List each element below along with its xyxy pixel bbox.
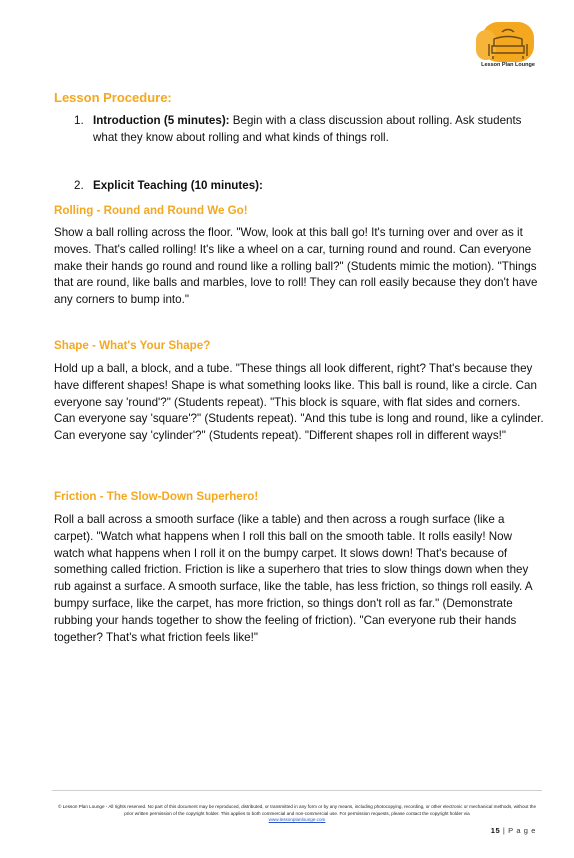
page-label: | P a g e: [500, 826, 536, 835]
subsection-heading-shape: Shape - What's Your Shape?: [54, 339, 211, 352]
list-number: 1.: [74, 114, 84, 127]
footer-divider: [52, 790, 542, 791]
list-number: 2.: [74, 179, 84, 192]
copyright-text: © Lesson Plan Lounge - All rights reserved. No part of this document may be reproduced, distributed, or transmitted in any form or by any means, including photocopying, recording, or other electronic or mechanical methods, without the prior written permission of the copyright holder. This applies to both commercial and non-commercial use. For permission requests, please contact the copyright holder via: [57, 804, 537, 816]
subsection-heading-rolling: Rolling - Round and Round We Go!: [54, 204, 248, 217]
page-number-value: 15: [490, 826, 501, 835]
logo-wordmark: Lesson Plan Lounge: [481, 62, 535, 68]
subsection-body-friction: Roll a ball across a smooth surface (like a table) and then across a rough surface (like a carpet). "Watch what happens when I roll this ball on the smooth table. It rolls easily! Now watch what happens when I roll it on the bumpy carpet. It slows down! That's because of something called friction. Friction is like a superhero that tries to slow things down when they rub against a surface. A smooth surface, like the table, has less friction, so things roll easily. A bumpy surface, like the carpet, has more friction, so things don't roll as far." (Demonstrate rubbing your hands together to show the feeling of friction). "Can everyone rub their hands together? That's what friction feels like!": [54, 513, 532, 644]
list-item-bold: Explicit Teaching (10 minutes):: [93, 179, 263, 192]
list-item-explicit-teaching: [74, 178, 534, 195]
footer-copyright: [54, 804, 540, 824]
subsection-heading-friction: Friction - The Slow-Down Superhero!: [54, 490, 259, 503]
list-item-text: Begin with a class discussion about rolling. Ask students what they know about rolling and what kinds of things roll.: [93, 114, 522, 144]
page-number: [491, 826, 536, 835]
subsection-body-rolling: Show a ball rolling across the floor. "Wow, look at this ball go! It's turning over and over as it moves. That's called rolling! It's like a wheel on a car, turning round and round. Can everyone make their hands go round and round like a rolling ball?" (Students mimic the motion). "Things that are round, like balls and marbles, love to roll! They can roll easily because they don't have any corners to bump into.": [54, 226, 538, 307]
website-link[interactable]: www.lessonplanlounge.com: [268, 817, 326, 823]
subsection-body-shape: Hold up a ball, a block, and a tube. "These things all look different, right? That's because they have different shapes! Shape is what something looks like. This ball is round, like a circle. Can everyone say 'round'?" (Students repeat). "This block is square, with flat sides and corners. Can everyone say 'square'?" (Students repeat). "And this tube is long and round, like a cylinder. Can everyone say 'cylinder'?" (Students repeat). "Different shapes roll in different ways!": [54, 362, 544, 443]
section-title: Lesson Procedure:: [54, 90, 172, 105]
list-item-bold: Introduction (5 minutes):: [93, 114, 230, 127]
list-item-introduction: [74, 113, 534, 147]
